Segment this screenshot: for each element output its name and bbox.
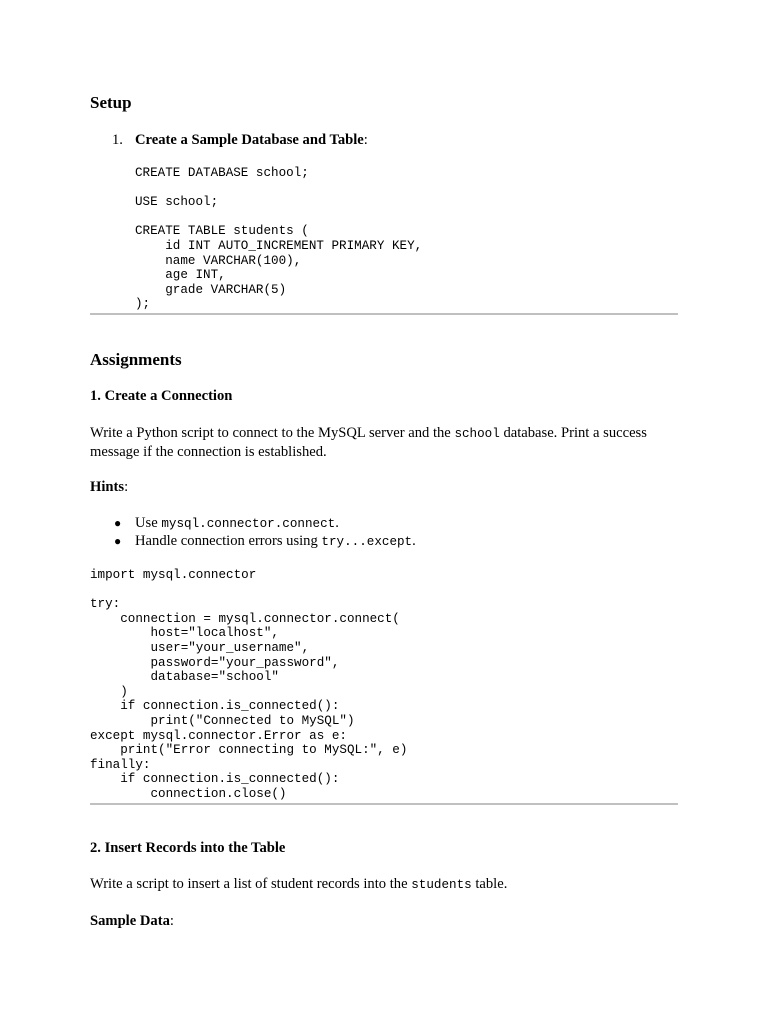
hints-label [90, 478, 680, 496]
sample-data-colon: : [169, 913, 174, 929]
assignment-1-description [90, 424, 680, 461]
step-title-colon: : [363, 132, 368, 148]
hint-inline-code: try...except [321, 535, 413, 549]
desc-text-start: Write a script to insert a list of student records into the [90, 876, 412, 892]
sample-data-label-bold: Sample Data [90, 913, 170, 929]
assignment-2-heading: 2. Insert Records into the Table [90, 840, 286, 856]
hint-text-start: Handle connection errors using [135, 533, 322, 549]
step-title [135, 131, 368, 149]
hint-text-start: Use [135, 515, 162, 531]
hint-text [135, 514, 339, 533]
code-block-divider [90, 313, 678, 315]
bullet-icon: ● [114, 516, 122, 530]
code-block-divider [90, 803, 678, 805]
assignment-1-heading: 1. Create a Connection [90, 388, 233, 404]
hint-text-end: . [412, 533, 416, 549]
assignment-2-description [90, 875, 680, 894]
hint-text [135, 532, 416, 551]
hint-text-end: . [335, 515, 339, 531]
desc-text-start: Write a Python script to connect to the MySQL server and the [90, 425, 455, 441]
setup-heading: Setup [90, 93, 132, 112]
hint-inline-code: mysql.connector.connect [161, 517, 336, 531]
sql-code-block: CREATE DATABASE school; USE school; CREATE TABLE students ( id INT AUTO_INCREMENT PRIMARY KEY, name VARCHAR(100), age INT, grade VARCHAR(5) ); [135, 166, 423, 312]
hints-label-bold: Hints [90, 479, 125, 495]
step-title-bold: Create a Sample Database and Table [135, 132, 364, 148]
step-number: 1. [112, 132, 123, 148]
desc-inline-code: school [454, 427, 500, 441]
bullet-icon: ● [114, 534, 122, 548]
sample-data-label [90, 912, 680, 930]
assignments-heading: Assignments [90, 350, 182, 369]
python-code-block: import mysql.connector try: connection = mysql.connector.connect( host="localhost", user="your_username", password="your_password", database="school" ) if connection.is_connected(): print("Connected to MySQL") except mysql.connector.Error as e: print("Error connecting to MySQL:", e) finally: if connection.is_connected(): connection.close() [90, 568, 408, 801]
desc-inline-code: students [411, 878, 472, 892]
desc-text-end: table. [471, 876, 508, 892]
desc-text-end: database. Print a success message if the connection is established. [90, 425, 647, 460]
hints-label-colon: : [124, 479, 129, 495]
